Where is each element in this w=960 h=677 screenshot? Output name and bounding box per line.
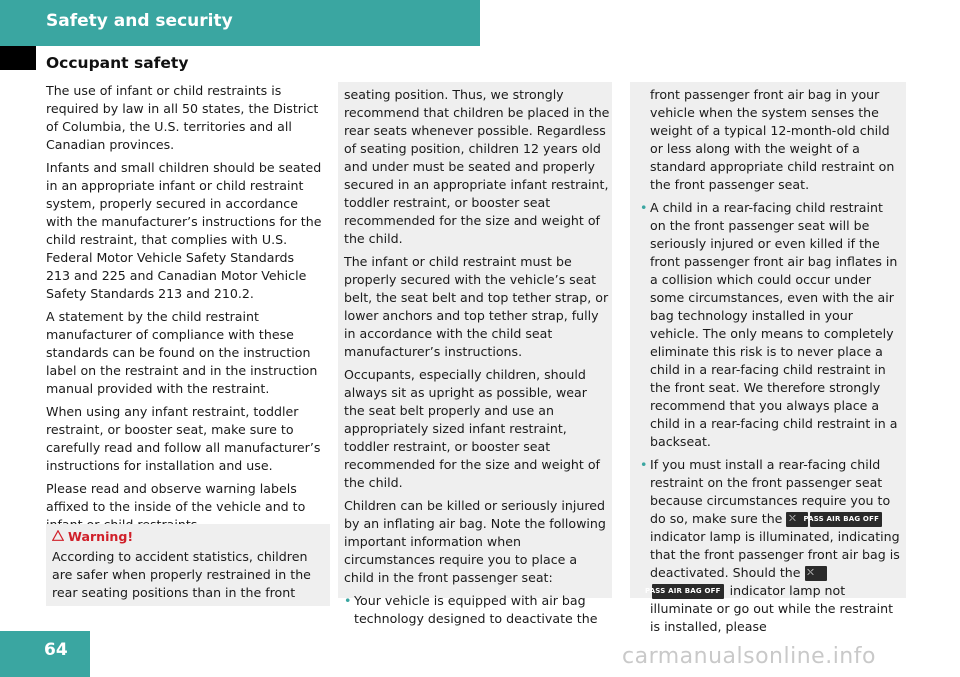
warning-box	[46, 524, 330, 606]
column-1	[46, 82, 322, 539]
column-2	[344, 86, 610, 633]
paragraph: Children can be killed or seriously injured by an inflating air bag. Note the following important information when circumstances require you to place a child in the front passenger seat:	[344, 498, 606, 585]
paragraph: When using any infant restraint, toddler restraint, or booster seat, make sure to carefully read and follow all manufacturer’s instructions for installation and use.	[46, 404, 321, 473]
list-item: • Your vehicle is equipped with air bag technology designed to deactivate the	[344, 593, 598, 626]
child-seat-icon: ⛌	[805, 566, 827, 581]
airbag-off-indicator-icon: PASS AIR BAG OFF	[810, 512, 882, 527]
watermark: carmanualsonline.info	[622, 644, 876, 669]
warning-heading: Warning!	[52, 528, 324, 546]
paragraph: The use of infant or child restraints is required by law in all 50 states, the District of Columbia, the U.S. territories and all Canadian provinces.	[46, 83, 319, 152]
paragraph: A statement by the child restraint manufacturer of compliance with these standards can be found on the instruction label on the restraint and in the instruction manual provided with the restraint.	[46, 309, 318, 396]
list-item: • A child in a rear-facing child restraint on the front passenger seat will be seriously injured or even killed if the front passenger front air bag inflates in a collision which could occur under some circumstances, even with the air bag technology installed in your vehicle. The only means to completely eliminate this risk is to never place a child in a rear-facing child restraint in the front seat. We therefore strongly recommend that you always place a child in a rear-facing child restraint in a backseat.	[640, 200, 898, 449]
warning-triangle-icon	[52, 528, 68, 546]
paragraph: seating position. Thus, we strongly recommend that children be placed in the rear seats whenever possible. Regardless of seating position, children 12 years old and under must be seated and properly secured in an appropriate infant restraint, toddler restraint, or booster seat recommended for the size and weight of the child.	[344, 87, 610, 246]
paragraph: The infant or child restraint must be properly secured with the vehicle’s seat belt, the seat belt and top tether strap, or lower anchors and top tether strap, fully in accordance with the child seat manufacturer’s instructions.	[344, 254, 609, 359]
airbag-off-indicator-icon: PASS AIR BAG OFF	[652, 584, 724, 599]
warning-text: According to accident statistics, children are safer when properly restrained in the rear seating positions than in the front	[52, 549, 311, 600]
child-seat-icon: ⛌	[786, 512, 808, 527]
paragraph: Occupants, especially children, should always sit as upright as possible, wear the seat belt properly and use an appropriately sized infant restraint, toddler restraint, or booster seat recommended for the size and weight of the child.	[344, 367, 600, 490]
section-tab-marker	[0, 46, 36, 70]
page-number: 64	[44, 640, 68, 660]
paragraph: Please read and observe warning labels affixed to the inside of the vehicle and to	[46, 481, 306, 514]
list-item: • If you must install a rear-facing child restraint on the front passenger seat because circumstances require you to do so, make sure the ⛌ PASS AIR BAG OFF indicator lamp is illuminated, indicating that the front passenger front air bag is deactivated. Should the ⛌PASS AIR BAG OFF indicator lamp not illuminate or go out while the restraint is installed, please	[640, 457, 900, 634]
paragraph: Infants and small children should be seated in an appropriate infant or child restraint system, properly secured in accordance with the manufacturer’s instructions for the child restraint, that complies with U.S. Federal Motor Vehicle Safety Standards 213 and 225 and Canadian Motor Vehicle Safety Standards 213 and 210.2.	[46, 160, 322, 301]
chapter-title: Safety and security	[46, 11, 233, 31]
column-3	[640, 86, 902, 641]
section-title: Occupant safety	[46, 54, 189, 72]
paragraph-continuation: front passenger front air bag in your vehicle when the system senses the weight of a typical 12-month-old child or less along with the weight of a standard appropriate child restraint on the front passenger seat.	[650, 87, 895, 192]
